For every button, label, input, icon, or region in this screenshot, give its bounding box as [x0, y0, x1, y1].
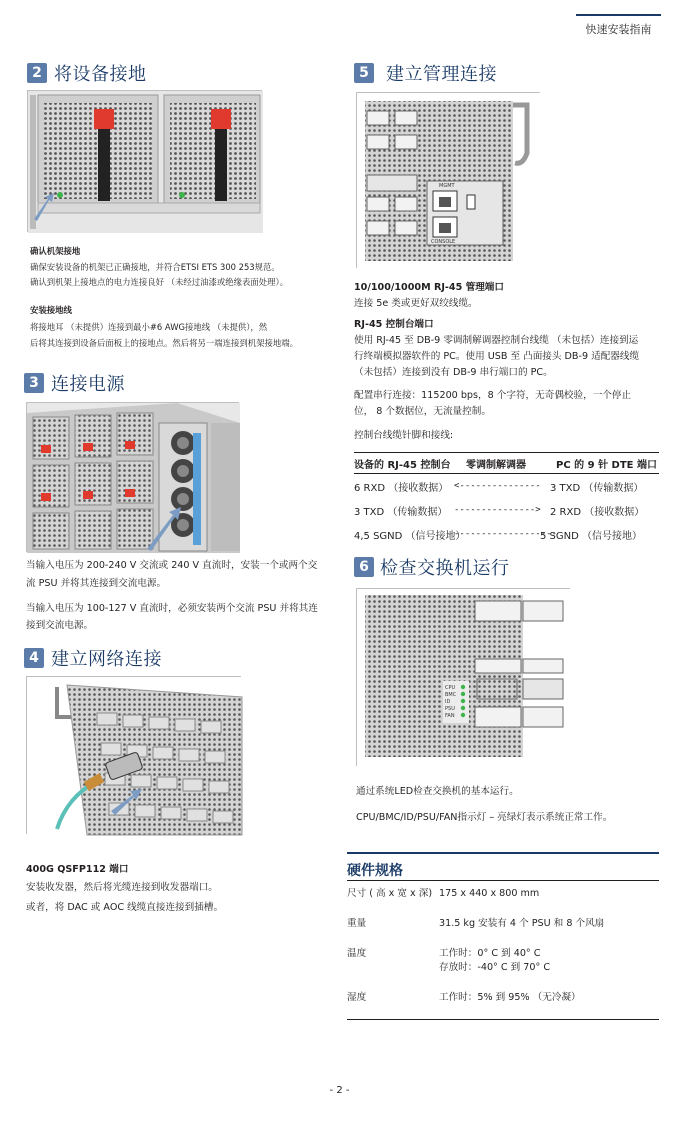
section-4-heading: [24, 647, 162, 669]
section-6-title: 检查交换机运行: [380, 558, 510, 579]
install-ground-wire-text-1: 将接地耳 （未提供）连接到最小#6 AWG接地线 （未提供），然: [30, 322, 268, 332]
table-cell: <---------------: [454, 481, 541, 491]
qsfp-text-2: 或者，将 DAC 或 AOC 线缆直接连接到插槽。: [26, 902, 224, 913]
section-2-title: 将设备接地: [54, 64, 147, 85]
power-text-1a: 当输入电压为 200-240 V 交流或 240 V 直流时，安装一个或两个交: [26, 560, 318, 571]
section-5-title: 建立管理连接: [386, 64, 497, 85]
qsfp-port-heading: 400G QSFP112 端口: [26, 864, 129, 875]
serial-config-text-1: 配置串行连接：115200 bps，8 个字符，无奇偶校验，一个停止: [354, 390, 632, 401]
table-cell: 3 TXD （传输数据）: [550, 482, 644, 494]
section-3-number: 3: [24, 373, 44, 393]
console-port-text-3: （未包括）连接到没有 DB-9 串行端口的 PC。: [354, 367, 553, 378]
led-label: CPU: [445, 685, 456, 691]
table-cell: 4,5 SGND （信号接地）: [354, 530, 466, 542]
switch-leds-figure: [356, 588, 570, 766]
table-cell: 5 SGND （信号接地）: [540, 530, 642, 542]
table-header-cell: 零调制解调器: [466, 459, 526, 471]
running-header: 快速安装指南: [576, 14, 661, 37]
spec-key: 温度: [347, 948, 367, 959]
grounding-figure: [27, 90, 262, 232]
led-indicator: [461, 692, 465, 696]
led-indicator: [461, 706, 465, 710]
table-header-cell: PC 的 9 针 DTE 端口: [556, 459, 657, 471]
table-cell: 2 RXD （接收数据）: [550, 506, 645, 518]
table-header-row: [354, 452, 659, 474]
install-ground-wire-text-2: 后将其连接到设备后面板上的接地点。然后将另一端连接到机架接地端。: [30, 338, 298, 348]
console-pinout-label: 控制台线缆针脚和接线:: [354, 430, 454, 441]
console-port-text-2: 行终端模拟器软件的 PC。使用 USB 至 凸面接头 DB-9 适配器线缆: [354, 351, 640, 362]
led-label: PSU: [445, 706, 455, 712]
management-figure: [356, 92, 540, 268]
specs-table: [347, 880, 659, 1020]
section-6-heading: [354, 556, 510, 578]
section-5-heading: [354, 62, 497, 84]
serial-config-text-2: 位， 8 个数据位，无流量控制。: [354, 406, 491, 417]
led-indicator: [461, 685, 465, 689]
network-figure: [26, 676, 241, 834]
section-2-heading: [27, 62, 147, 84]
spec-row: [347, 907, 659, 937]
spec-value: 存放时：-40° C 到 70° C: [439, 962, 551, 973]
power-text-2b: 接到交流电源。: [26, 620, 94, 631]
power-figure: [26, 402, 239, 552]
spec-value-group: [439, 947, 659, 975]
spec-value: 工作时：0° C 到 40° C: [439, 948, 541, 959]
table-cell: 6 RXD （接收数据）: [354, 482, 449, 494]
spec-row: [347, 981, 659, 1020]
mgmt-port-heading: 10/100/1000M RJ-45 管理端口: [354, 282, 504, 293]
section-6-number: 6: [354, 557, 374, 577]
spec-key: 重量: [347, 918, 367, 929]
verify-rack-ground-text-1: 确保安装设备的机架已正确接地，并符合ETSI ETS 300 253规范。: [30, 262, 280, 272]
verify-rack-ground-heading: 确认机架接地: [30, 246, 81, 256]
table-cell: 3 TXD （传输数据）: [354, 506, 448, 518]
spec-row: [347, 881, 659, 907]
specs-title: 硬件规格: [347, 852, 659, 880]
table-row: [354, 522, 659, 546]
led-status-text: CPU/BMC/ID/PSU/FAN指示灯 – 亮绿灯表示系统正常工作。: [356, 812, 613, 823]
spec-value: 工作时：5% 到 95% （无冷凝）: [439, 992, 581, 1003]
spec-row: [347, 937, 659, 981]
table-row: [354, 474, 659, 498]
install-ground-wire-heading: 安装接地线: [30, 305, 72, 315]
page-number: - 2 -: [329, 1085, 350, 1096]
spec-value: 175 x 440 x 800 mm: [439, 888, 540, 899]
led-indicator: [461, 699, 465, 703]
power-text-2a: 当输入电压为 100-127 V 直流时，必须安装两个交流 PSU 并将其连: [26, 603, 318, 614]
verify-rack-ground-text-2: 确认到机架上接地点的电力连接良好 （未经过油漆或绝缘表面处理）。: [30, 277, 289, 287]
led-check-text: 通过系统LED检查交换机的基本运行。: [356, 786, 519, 797]
led-label: BMC: [445, 692, 457, 698]
section-4-number: 4: [24, 648, 44, 668]
section-2-number: 2: [27, 63, 47, 83]
console-pinout-table: [354, 452, 659, 546]
led-indicator: [461, 713, 465, 717]
table-cell: -------------------: [454, 529, 557, 539]
section-3-heading: [24, 372, 125, 394]
console-port-text-1: 使用 RJ-45 至 DB-9 零调制解调器控制台线缆 （未包括）连接到运: [354, 335, 639, 346]
mgmt-port-text: 连接 5e 类或更好双绞线缆。: [354, 298, 478, 309]
led-label: ID: [445, 699, 451, 705]
led-label: FAN: [445, 713, 455, 719]
console-port-heading: RJ-45 控制台端口: [354, 319, 434, 330]
section-5-number: 5: [354, 63, 374, 83]
section-3-title: 连接电源: [51, 374, 125, 395]
section-4-title: 建立网络连接: [51, 649, 162, 670]
table-header-cell: 设备的 RJ-45 控制台: [354, 459, 451, 471]
qsfp-text-1: 安装收发器，然后将光缆连接到收发器端口。: [26, 882, 218, 893]
spec-key: 湿度: [347, 992, 367, 1003]
spec-value: 31.5 kg 安装有 4 个 PSU 和 8 个风扇: [439, 918, 605, 929]
console-port-label: CONSOLE: [431, 239, 456, 245]
table-row: [354, 498, 659, 522]
spec-key: 尺寸 ( 高 x 宽 x 深): [347, 888, 433, 899]
table-cell: --------------->: [454, 505, 541, 515]
mgmt-port-label: MGMT: [439, 183, 455, 189]
power-text-1b: 流 PSU 并将其连接到交流电源。: [26, 578, 167, 589]
